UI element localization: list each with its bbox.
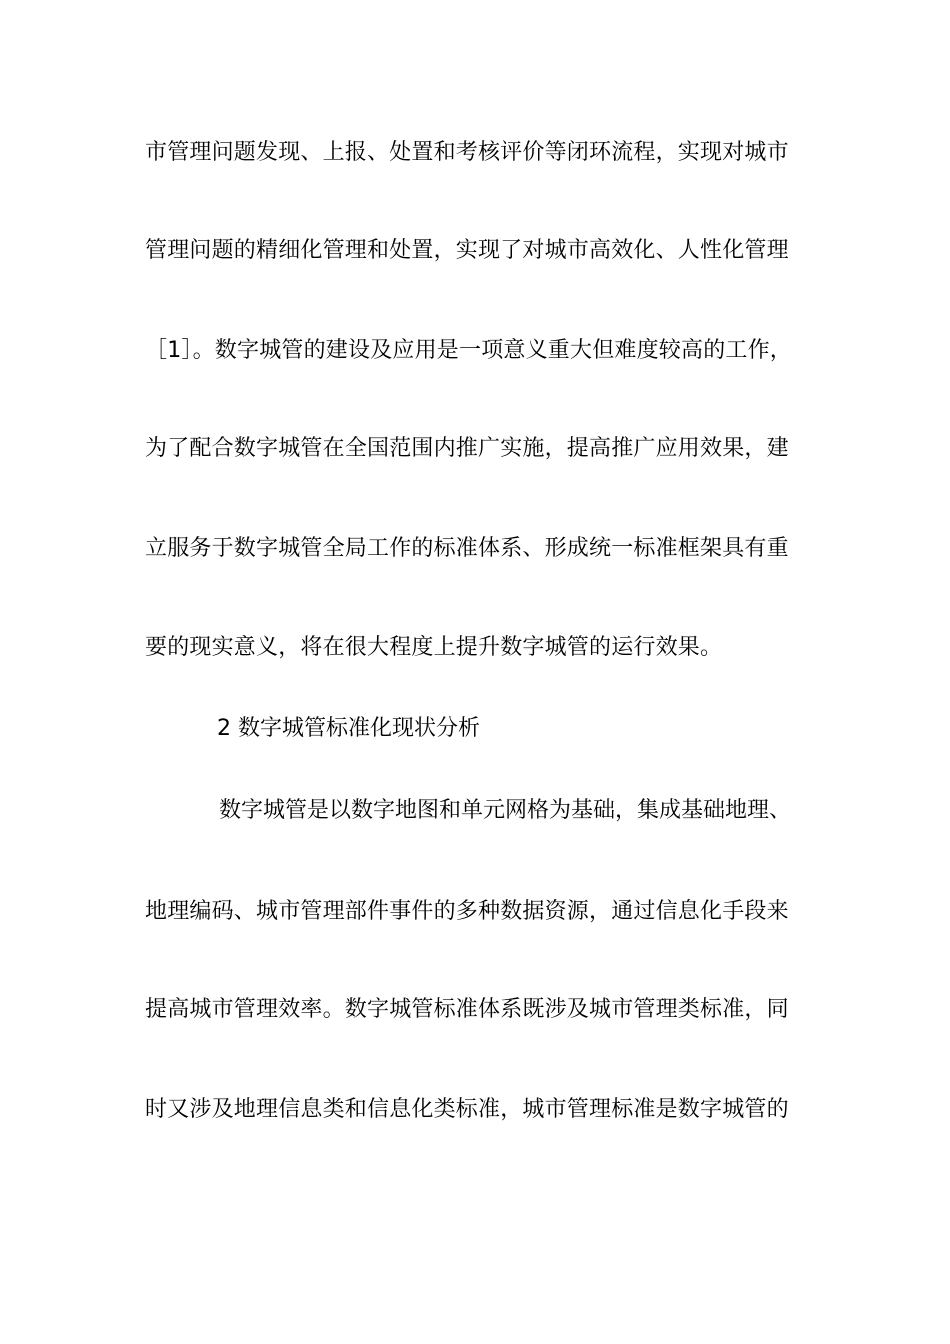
- text-line-4: 为了配合数字城管在全国范围内推广实施，提高推广应用效果，建: [145, 436, 789, 461]
- text-line-2: 管理问题的精细化管理和处置，实现了对城市高效化、人性化管理: [145, 238, 789, 263]
- text-line-3: ［1］。数字城管的建设及应用是一项意义重大但难度较高的工作，: [145, 338, 792, 363]
- text-line-6: 要的现实意义，将在很大程度上提升数字城管的运行效果。: [145, 635, 723, 660]
- paragraph2-first-line: 数字城管是以数字地图和单元网格为基础，集成基础地理、: [219, 798, 792, 823]
- text-line-1: 市管理问题发现、上报、处置和考核评价等闭环流程，实现对城市: [145, 140, 789, 165]
- text-line-9: 时又涉及地理信息类和信息化类标准，城市管理标准是数字城管的: [145, 1097, 789, 1122]
- text-line-8: 提高城市管理效率。数字城管标准体系既涉及城市管理类标准，同: [145, 997, 789, 1022]
- section-heading: 2 数字城管标准化现状分析: [217, 716, 480, 741]
- text-line-7: 地理编码、城市管理部件事件的多种数据资源，通过信息化手段来: [145, 899, 789, 924]
- text-line-5: 立服务于数字城管全局工作的标准体系、形成统一标准框架具有重: [145, 536, 789, 561]
